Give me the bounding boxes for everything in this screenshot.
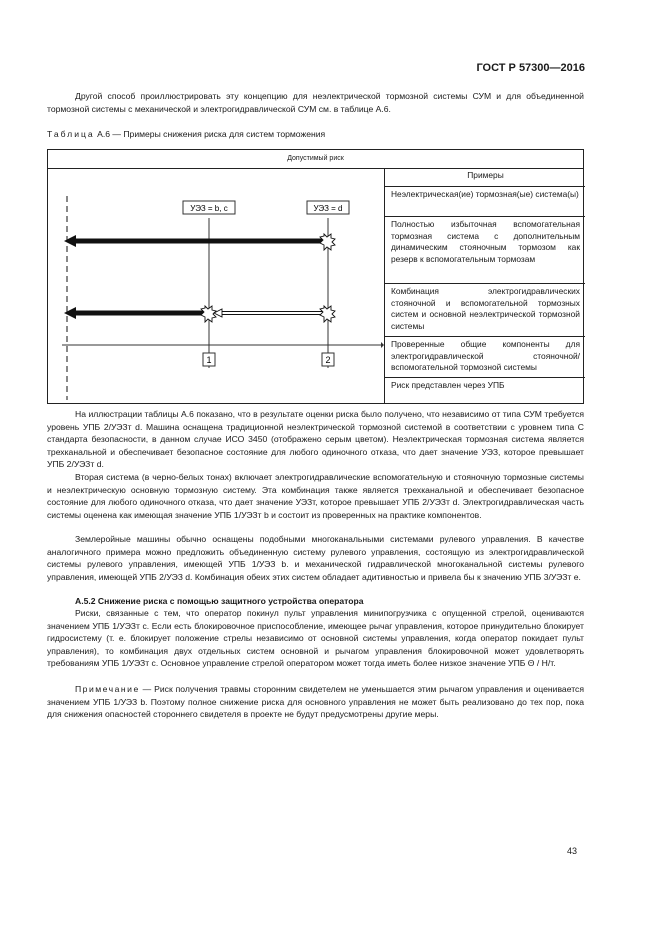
paragraph-3: Землеройные машины обычно оснащены подобными многоканальными системами рулевого управления. В качестве аналогичного примера можно предложить объединенную систему рулевого управления, состоящую из электрогидравлической системы рулевого управления, имеющей УПБ 1/УЭЗ b. и механической гидравлической многоканальной системы рулевого управления, имеющей УПБ 2/УЭЗ d. Комбинация обеих этих систем обладает адитивностью и привела бы к значению УПБ 3/УЭЗт e. [47,534,584,582]
paragraph-4: Риски, связанные с тем, что оператор покинул пульт управления минипогрузчика с опущенной стрелой, оцениваются значением УПБ 1/УЭЗт c. Если есть блокировочное приспособление, имеющее рычаг управления, которое принудительно блокирует гидросистему (т. е. блокирует положение стрелы независимо от основной системы управления, когда оператор покидает пульт управления), то комбинация двух отдельных систем основной и рычагом управления блокировочной может удовлетворять требованиям УПБ 1/УЭЗт c. Основное управление стрелой оператором может тогда иметь более низкое значение УПБ Θ / Н/т. [47,608,584,668]
example-item: Полностью избыточная вспомогательная тормозная система с дополнительным динамическим стояночным тормозом как резерв к вспомогательным тормозам [385,217,585,284]
allowed-risk-label: Допустимый риск [48,150,583,169]
marker-2: 2 [325,355,331,365]
burst-2-icon [201,306,216,322]
intro-paragraph: Другой способ проиллюстрировать эту концепцию для неэлектрической тормозной системы СУМ и для объединенной тормозной системы с механической и электрогидравлической СУМ см. в таблице А.6. [47,91,584,114]
note-label: Примечание [75,684,140,694]
table-caption-text: А.6 — Примеры снижения риска для систем торможения [94,129,326,139]
note-text: — Риск получения травмы сторонним свидетелем не уменьшается этим рычагом управления и оценивается значением УПБ 1/УЭЗ b. Поэтому полное снижение риска для основного управления не может быть реализовано до тех пор, пока для снижения опасностей стороннего свидетеля в проекте не будут предусмотрены другие меры. [47,684,584,719]
risk-reduction-table [47,149,584,404]
examples-header: Примеры [385,168,585,187]
example-item: Проверенные общие компоненты для электрогидравлической стояночной/вспомогательной тормозной системы [385,337,585,378]
section-title: А.5.2 Снижение риска с помощью защитного устройства оператора [75,596,364,606]
level-label-2: УЭЗ = d [313,204,343,213]
example-item: Комбинация электрогидравлических стояночной и вспомогательной тормозных систем и основной неэлектрической тормозной системы [385,284,585,337]
document-header: ГОСТ Р 57300—2016 [476,62,585,74]
risk-diagram [48,168,384,404]
arrow-head-1-icon [64,235,76,247]
example-item: Неэлектрическая(ие) тормозная(ые) система(ы) [385,187,585,217]
arrow-head-2-icon [64,307,76,319]
example-item: Риск представлен через УПБ [391,380,505,390]
note [47,683,584,721]
paragraph-1: На иллюстрации таблицы А.6 показано, что в результате оценки риска было получено, что независимо от типа СУМ требуется уровень УПБ 2/УЭЗт d. Машина оснащена традиционной неэлектрической тормозной системой в соответствии с уровнем типа С стандарта безопасности, в данном случае ИСО 3450 (отображено серым цветом). Неэлектрическая тормозная система является трехканальной и обеспечивает безопасное состояние для любого одиночного отказа, что дает значение УЭЗ, которое превышает УПБ 2/УЭЗт d. [47,409,584,469]
burst-1-icon [320,234,335,250]
table-caption-prefix: Таблица [47,129,95,139]
marker-1: 1 [206,355,212,365]
paragraph-2: Вторая система (в черно-белых тонах) включает электрогидравлические вспомогательную и стояночную тормозные системы и неэлектрическую основную тормозную систему. Эта комбинация также является трехканальной и обеспечивает безопасное состояние для любого одиночного отказа, что дает значение УЭЗт, которое превышает УПБ 2/УЭЗт d. Электрогидравлическая часть системы оценена как имеющая значение УПБ 1/УЭЗт b и состоит из проверенных на практике компонентов. [47,472,584,520]
burst-3-icon [320,306,335,322]
page-number: 43 [566,846,577,856]
examples-column [384,168,585,404]
table-caption [47,129,325,139]
level-label-1: УЭЗ = b, c [190,204,228,213]
